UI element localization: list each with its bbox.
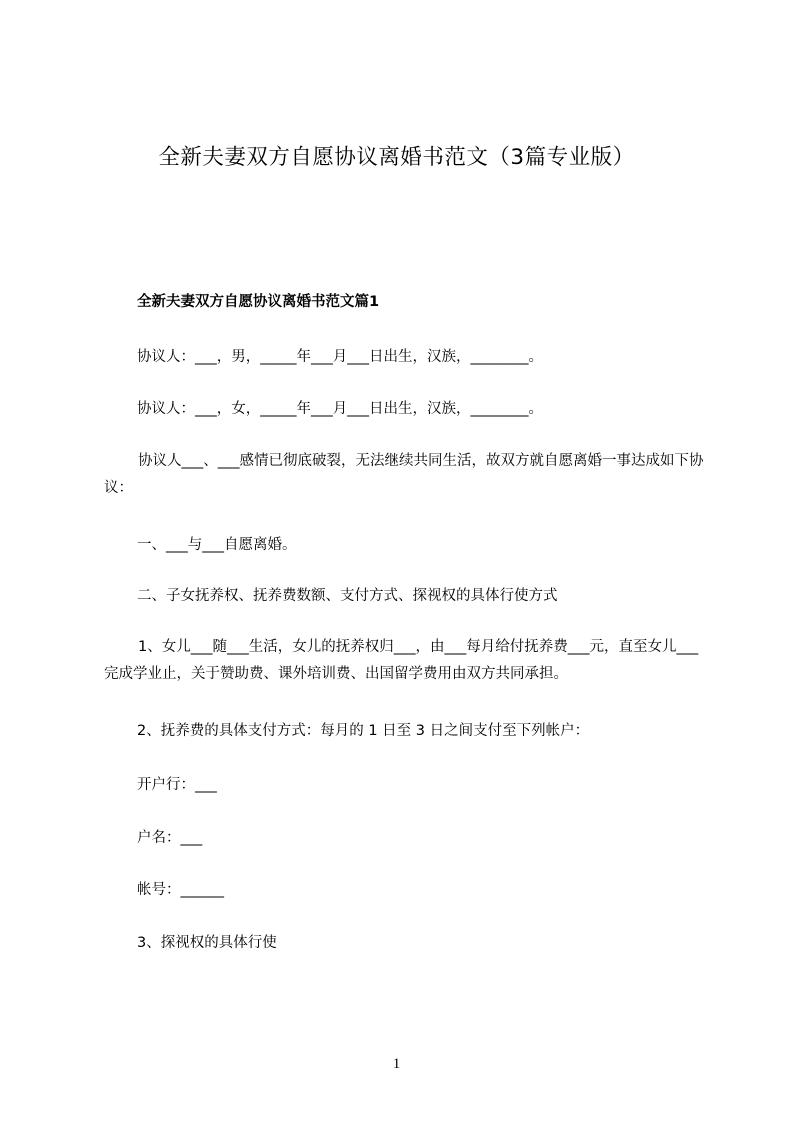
clause-2-item-2: 2、抚养费的具体支付方式：每月的 1 日至 3 日之间支付至下列帐户：	[137, 723, 590, 739]
bank-line: 开户行：___	[137, 777, 217, 793]
section-heading: 全新夫妻双方自愿协议离婚书范文篇1	[137, 294, 380, 310]
party-2-line: 协议人：___，女，_____年___月___日出生，汉族，________。	[137, 401, 543, 417]
page-number: 1	[392, 1056, 401, 1072]
clause-2-heading: 二、子女抚养权、抚养费数额、支付方式、探视权的具体行使方式	[137, 588, 558, 604]
intro-paragraph: 协议人___、___感情已彻底破裂，无法继续共同生活，故双方就自愿离婚一事达成如下协议：	[104, 453, 704, 496]
clause-1: 一、___与___自愿离婚。	[137, 537, 297, 553]
account-name-line: 户名：___	[137, 830, 203, 846]
clause-2-item-1: 1、女儿___随___生活，女儿的抚养权归___，由___每月给付抚养费___元，直至女儿___完成学业止，关于赞助费、课外培训费、出国留学费用由双方共同承担。	[104, 639, 699, 682]
account-number-line: 帐号：______	[137, 882, 224, 898]
party-1-line: 协议人：___，男，_____年___月___日出生，汉族，________。	[137, 349, 543, 365]
clause-2-item-3: 3、探视权的具体行使	[137, 935, 277, 951]
document-title: 全新夫妻双方自愿协议离婚书范文（3篇专业版）	[158, 145, 635, 170]
